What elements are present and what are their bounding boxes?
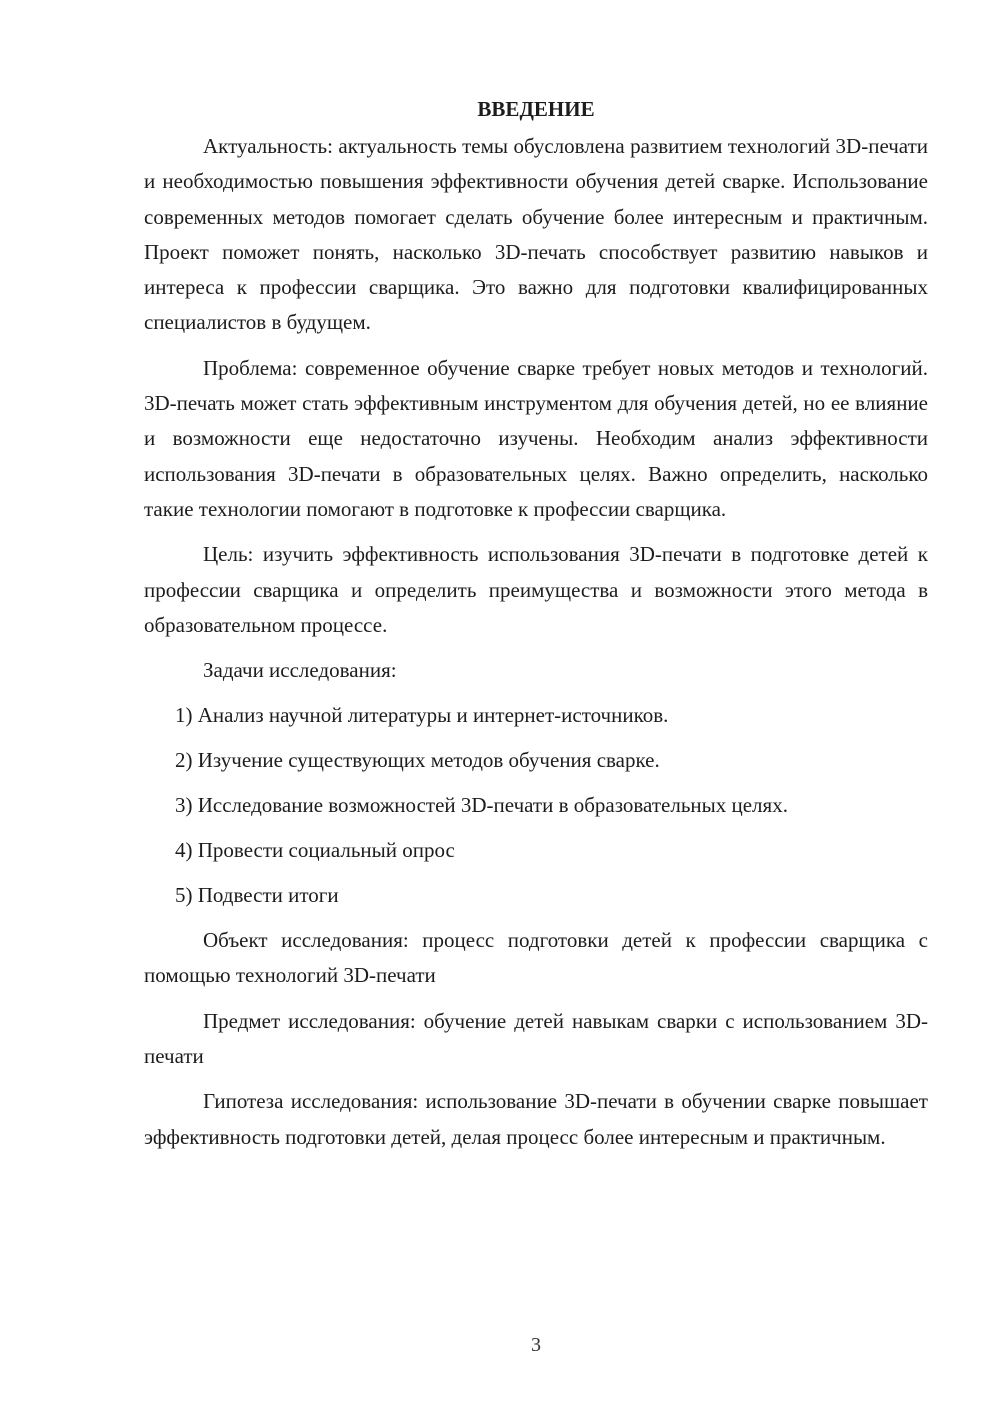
page-number: 3 (531, 1334, 541, 1356)
task-item-2: 2) Изучение существующих методов обучения сварке. (175, 748, 660, 773)
tasks-heading: Задачи исследования: (203, 658, 397, 683)
task-item-3: 3) Исследование возможностей 3D-печати в образовательных целях. (175, 793, 788, 818)
paragraph-problem: Проблема: современное обучение сварке требует новых методов и технологий. 3D-печать может стать эффективным инструментом для обучения детей, но ее влияние и возможности еще недостаточно изучены. Необходим анализ эффективности использования 3D-печати в образовательных целях. Важно определить, насколько такие технологии помогают в подготовке к профессии сварщика. (144, 355, 928, 521)
paragraph-hypothesis: Гипотеза исследования: использование 3D-печати в обучении сварке повышает эффективность подготовки детей, делая процесс более интересным и практичным. (144, 1089, 928, 1149)
page-title: ВВЕДЕНИЕ (477, 97, 595, 121)
task-item-1: 1) Анализ научной литературы и интернет-источников. (175, 703, 669, 728)
task-item-5: 5) Подвести итоги (175, 883, 339, 908)
paragraph-object: Объект исследования: процесс подготовки детей к профессии сварщика с помощью технологий 3D-печати (144, 928, 928, 988)
document-page (144, 94, 928, 1165)
paragraph-relevance: Актуальность: актуальность темы обусловлена развитием технологий 3D-печати и необходимостью повышения эффективности обучения детей сварке. Использование современных методов помогает сделать обучение более интересным и практичным. Проект поможет понять, насколько 3D-печать способствует развитию навыков и интереса к профессии сварщика. Это важно для подготовки квалифицированных специалистов в будущем. (144, 134, 928, 335)
paragraph-subject: Предмет исследования: обучение детей навыкам сварки с использованием 3D-печати (144, 1008, 928, 1069)
paragraph-goal: Цель: изучить эффективность использования 3D-печати в подготовке детей к профессии сварщика и определить преимущества и возможности этого метода в образовательном процессе. (144, 542, 928, 637)
task-item-4: 4) Провести социальный опрос (175, 838, 455, 863)
